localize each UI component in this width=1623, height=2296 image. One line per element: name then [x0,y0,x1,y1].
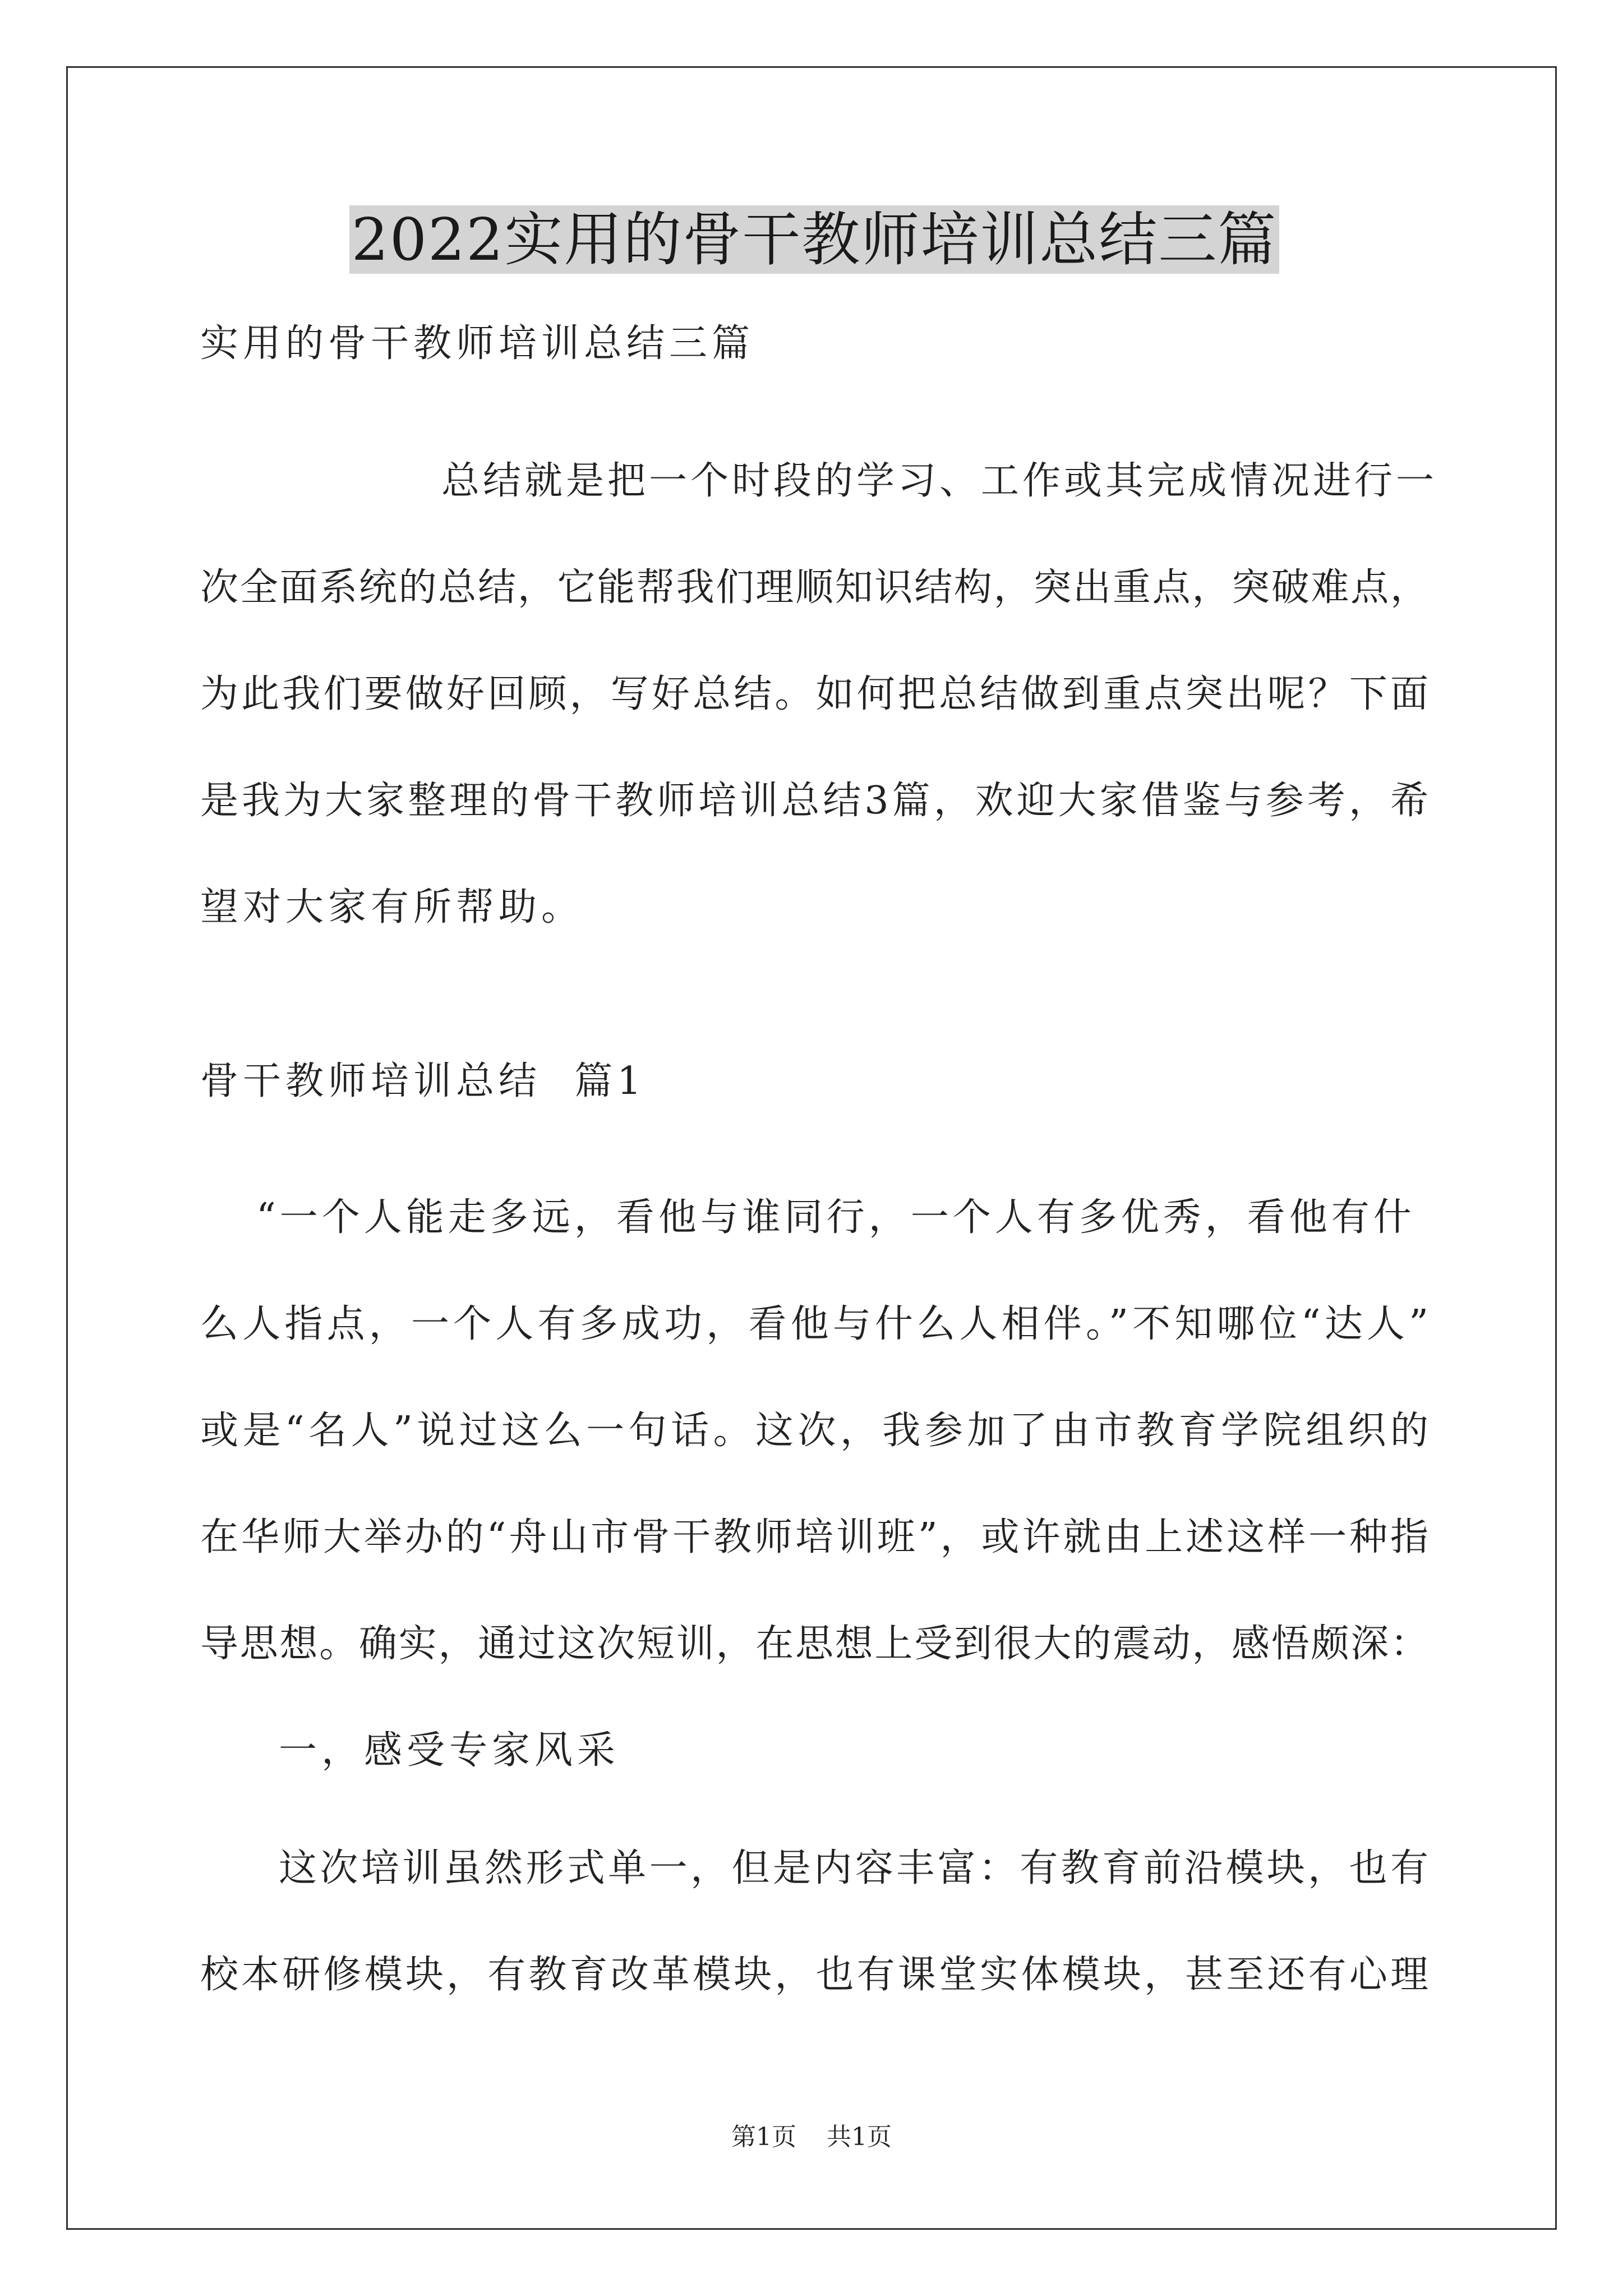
page-footer [0,2120,1623,2154]
para1-line-1: “一个人能走多远，看他与谁同行，一个人有多优秀，看他有什 [256,1195,1415,1240]
para2-line-1: 这次培训虽然形式单一，但是内容丰富：有教育前沿模块，也有 [279,1846,1428,1890]
intro-line-4: 是我为大家整理的骨干教师培训总结3篇，欢迎大家借鉴与参考，希 [200,779,1428,823]
para1-line-3: 或是“名人”说过这么一句话。这次，我参加了由市教育学院组织的 [200,1409,1428,1453]
subtitle: 实用的骨干教师培训总结三篇 [200,321,755,366]
page-border [66,66,1557,2230]
para2-line-2: 校本研修模块，有教育改革模块，也有课堂实体模块，甚至还有心理 [200,1953,1428,1997]
para1-line-2: 么人指点，一个人有多成功，看他与什么人相伴。”不知哪位“达人” [200,1302,1428,1346]
page-total: 共1页 [827,2123,892,2151]
intro-line-5: 望对大家有所帮助。 [200,885,584,930]
section-heading: 骨干教师培训总结 篇1 [200,1059,646,1103]
intro-line-2: 次全面系统的总结，它能帮我们理顺知识结构，突出重点，突破难点， [200,565,1428,610]
page-number: 第1页 [731,2123,796,2151]
para1-line-5: 导思想。确实，通过这次短训，在思想上受到很大的震动，感悟颇深： [200,1622,1428,1666]
intro-line-3: 为此我们要做好回顾，写好总结。如何把总结做到重点突出呢？下面 [200,672,1428,716]
point-heading-1: 一，感受专家风采 [279,1728,620,1773]
document-title: 2022实用的骨干教师培训总结三篇 [200,203,1428,276]
para1-line-4: 在华师大举办的“舟山市骨干教师培训班”，或许就由上述这样一种指 [200,1515,1428,1559]
intro-line-1: 总结就是把一个时段的学习、工作或其完成情况进行一 [441,459,1438,503]
